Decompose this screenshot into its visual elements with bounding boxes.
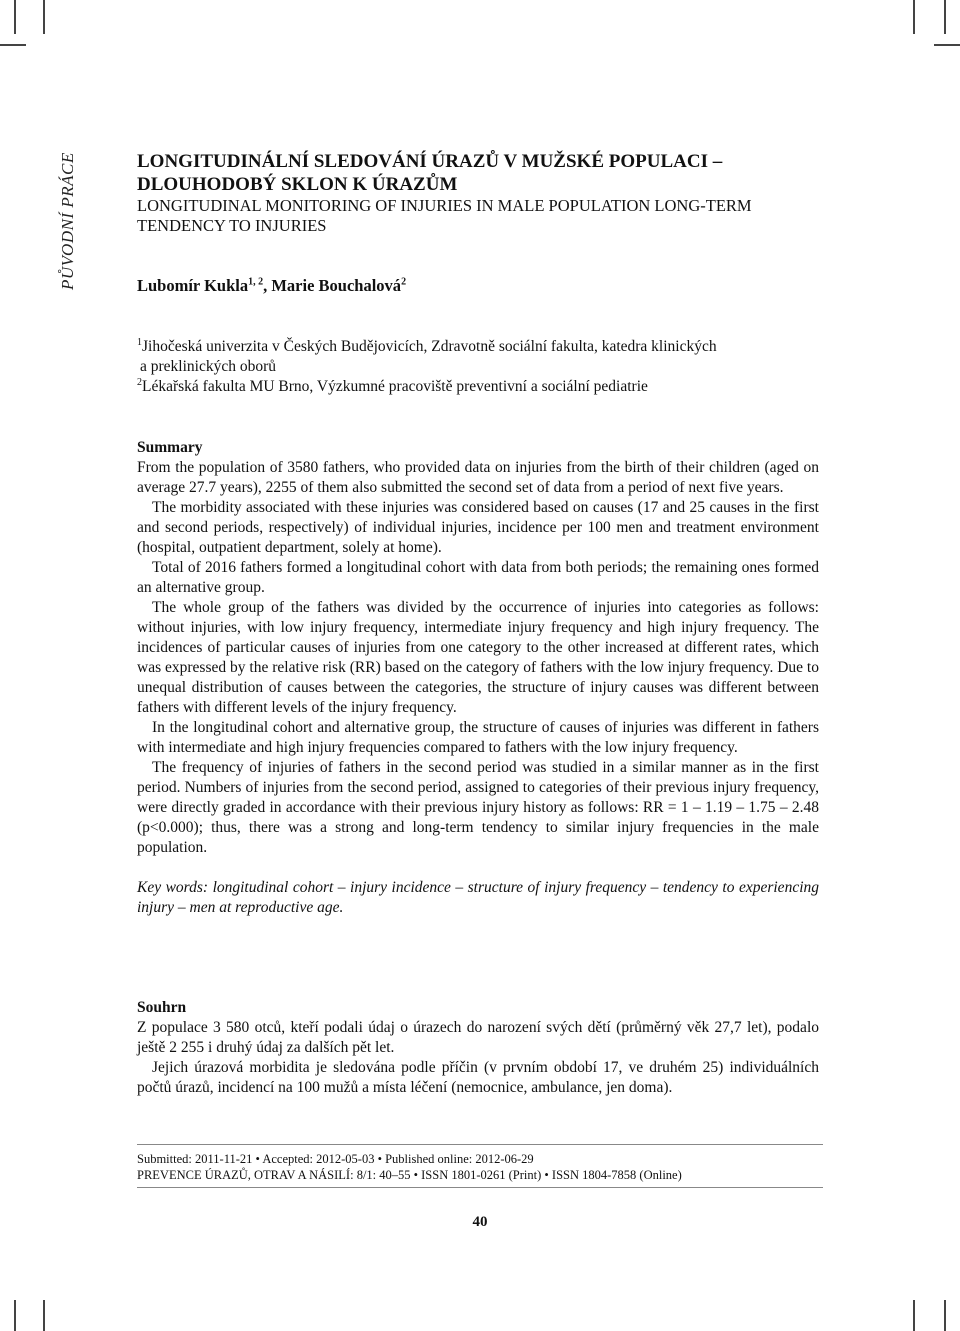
- affiliation: [137, 337, 819, 357]
- title-czech-line2: DLOUHODOBÝ SKLON K ÚRAZŮM: [137, 174, 458, 195]
- affiliation-number: 1: [137, 336, 142, 348]
- title-english-line1: LONGITUDINAL MONITORING OF INJURIES IN MALE POPULATION LONG-TERM: [137, 196, 752, 215]
- divider: [137, 1187, 823, 1188]
- crop-mark: [14, 1300, 16, 1331]
- affiliation-text: Jihočeská univerzita v Českých Budějovicích, Zdravotně sociální fakulta, katedra klinických: [142, 338, 717, 355]
- journal-line: PREVENCE ÚRAZŮ, OTRAV A NÁSILÍ: 8/1: 40–55 • ISSN 1801-0261 (Print) • ISSN 1804-7858 (Online): [137, 1168, 682, 1182]
- crop-mark: [0, 44, 26, 46]
- crop-mark: [43, 1300, 45, 1331]
- summary-paragraph: The whole group of the fathers was divided by the occurrence of injuries into categories as follows: without injuries, with low injury frequency, intermediate injury frequency and high injury frequency. The incidences of particular causes of injuries from one category to the other increased at different rates, which was expressed by the relative risk (RR) based on the category of fathers with the low injury frequency. Due to unequal distribution of causes between the categories, the structure of injury causes was different between fathers with different levels of the injury frequency.: [137, 599, 819, 716]
- dates-line: Submitted: 2011-11-21 • Accepted: 2012-05-03 • Published online: 2012-06-29: [137, 1152, 534, 1166]
- crop-mark: [934, 44, 960, 46]
- crop-mark: [14, 0, 16, 34]
- affiliations: [137, 337, 819, 397]
- crop-mark: [944, 0, 946, 34]
- summary-paragraph: The morbidity associated with these injuries was considered based on causes (17 and 25 causes in the first and second periods, respectively) of individual injuries, incidence per 100 men and treatment environment (hospital, outpatient department, solely at home).: [137, 499, 819, 556]
- section-side-label: PŮVODNÍ PRÁCE: [58, 152, 77, 290]
- title-czech-line1: LONGITUDINÁLNÍ SLEDOVÁNÍ ÚRAZŮ V MUŽSKÉ POPULACI –: [137, 151, 723, 172]
- crop-mark: [43, 0, 45, 34]
- affiliation-text: a preklinických oborů: [140, 358, 277, 375]
- souhrn-section: [137, 998, 819, 1098]
- author-name: Marie Bouchalová: [271, 276, 402, 295]
- author-name: Lubomír Kukla: [137, 276, 249, 295]
- crop-mark: [913, 0, 915, 34]
- souhrn-paragraph: Jejich úrazová morbidita je sledována podle příčin (v prvním období 17, ve druhém 25) individuálních počtů úrazů, incidencí na 100 mužů a místa léčení (nemocnice, ambulance, jen doma).: [137, 1059, 819, 1096]
- publication-meta: [137, 1144, 823, 1188]
- authors: [137, 276, 406, 296]
- summary-paragraph: The frequency of injuries of fathers in the second period was studied in a similar manner as in the first period. Numbers of injuries from the second period, assigned to categories of their previous injury frequency, were directly graded in accordance with their previous injury history as follows: RR = 1 – 1.19 – 1.75 – 2.48 (p<0.000); thus, there was a strong and long-term tendency to similar injury frequencies in the male population.: [137, 759, 819, 856]
- affiliation-text: Lékařská fakulta MU Brno, Výzkumné pracoviště preventivní a sociální pediatrie: [142, 378, 648, 395]
- affiliation: [137, 357, 819, 377]
- page-number: 40: [472, 1214, 488, 1230]
- summary-paragraph: From the population of 3580 fathers, who provided data on injuries from the birth of their children (aged on average 27.7 years), 2255 of them also submitted the second set of data from a period of next five years.: [137, 459, 819, 496]
- keywords: Key words: longitudinal cohort – injury incidence – structure of injury frequency – tendency to experiencing injury – men at reproductive age.: [137, 879, 819, 916]
- summary-paragraph: Total of 2016 fathers formed a longitudinal cohort with data from both periods; the remaining ones formed an alternative group.: [137, 559, 819, 596]
- summary-section: [137, 438, 819, 918]
- summary-heading: Summary: [137, 439, 203, 456]
- author-separator: ,: [263, 276, 272, 295]
- affiliation-number: 2: [137, 376, 142, 388]
- title-block: [137, 150, 819, 236]
- title-english-line2: TENDENCY TO INJURIES: [137, 216, 327, 235]
- affiliation: [137, 377, 819, 397]
- souhrn-paragraph: Z populace 3 580 otců, kteří podali údaj o úrazech do narození svých dětí (průměrný věk 27,7 let), podalo ještě 2 255 i druhý údaj za dalších pět let.: [137, 1019, 819, 1056]
- divider: [137, 1144, 823, 1145]
- souhrn-heading: Souhrn: [137, 999, 187, 1016]
- author-affiliation-ref: 2: [401, 276, 407, 288]
- article-content: [137, 150, 819, 1230]
- summary-paragraph: In the longitudinal cohort and alternative group, the structure of causes of injuries was different in fathers with intermediate and high injury frequencies compared to fathers with the low injury frequency.: [137, 719, 819, 756]
- crop-mark: [944, 1300, 946, 1331]
- crop-mark: [913, 1300, 915, 1331]
- author-affiliation-ref: 1, 2: [248, 276, 264, 288]
